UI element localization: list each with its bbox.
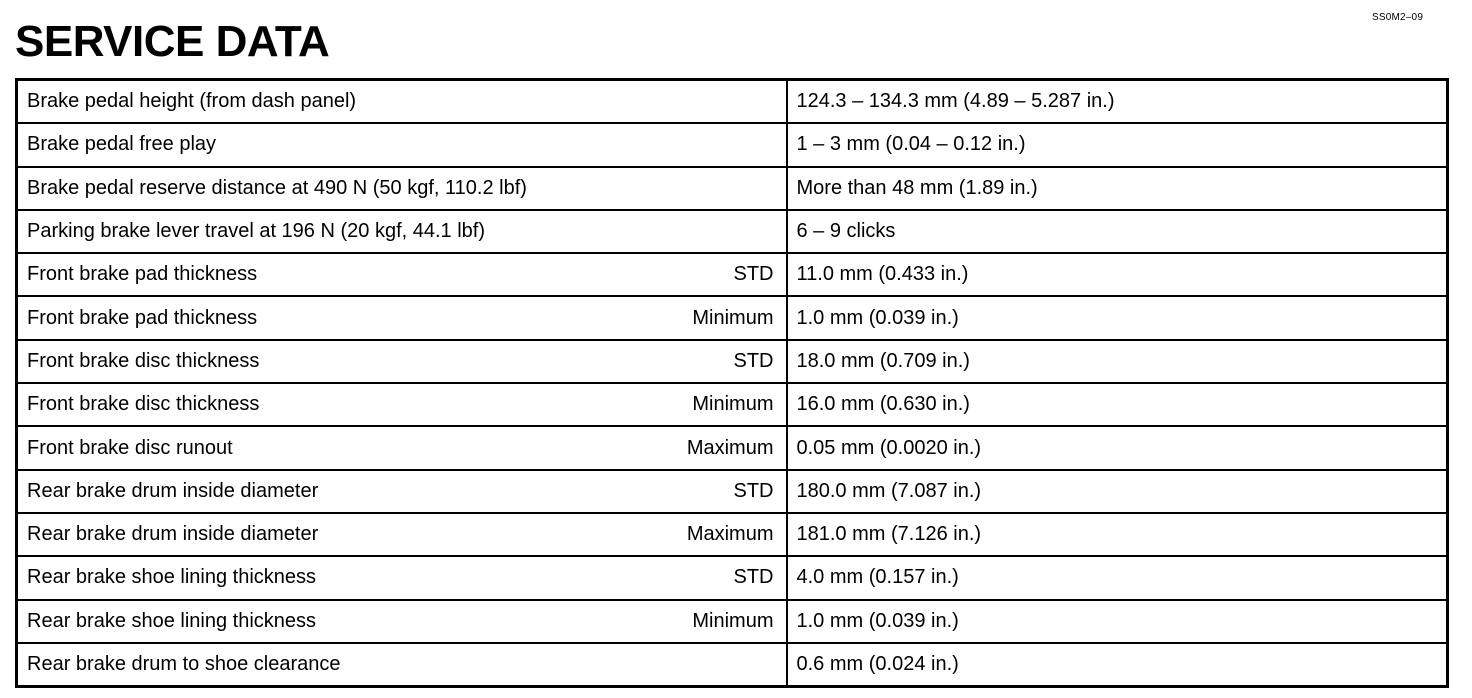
value-cell: 11.0 mm (0.433 in.) [787,253,1448,296]
service-data-table [15,78,1449,688]
item-label: Rear brake shoe lining thickness [27,566,317,589]
item-cell [17,383,787,426]
item-label: Rear brake drum to shoe clearance [27,653,341,675]
item-cell [17,600,787,643]
item-label: Brake pedal height (from dash panel) [27,90,357,113]
service-data-table-body [17,80,1448,687]
item-label: Front brake disc thickness [27,349,260,372]
value-cell: 124.3 – 134.3 mm (4.89 – 5.287 in.) [787,80,1448,124]
item-cell-content [27,90,774,113]
item-label: Front brake disc runout [27,436,233,459]
item-qualifier: STD [733,263,774,286]
table-row [17,600,1448,643]
document-code: SS0M2–09 [1372,12,1424,23]
value-cell: 4.0 mm (0.157 in.) [787,556,1448,599]
item-cell-content [27,263,774,286]
item-cell-content [27,523,774,546]
table-row [17,383,1448,426]
item-cell [17,210,787,253]
item-label: Front brake pad thickness [27,263,258,286]
item-label: Rear brake shoe lining thickness [27,609,317,632]
item-cell-content [27,133,774,156]
item-cell-content [27,653,774,676]
table-row [17,296,1448,339]
item-cell [17,643,787,687]
table-row [17,80,1448,124]
item-cell-content [27,177,774,200]
item-cell [17,513,787,556]
item-cell [17,470,787,513]
item-label: Rear brake drum inside diameter [27,479,319,502]
item-cell-content [27,307,774,330]
item-qualifier: Maximum [686,436,774,459]
item-cell [17,253,787,296]
value-cell: 1 – 3 mm (0.04 – 0.12 in.) [787,123,1448,166]
table-row [17,513,1448,556]
item-cell [17,340,787,383]
value-cell: 6 – 9 clicks [787,210,1448,253]
value-cell: 0.05 mm (0.0020 in.) [787,426,1448,469]
value-cell: 0.6 mm (0.024 in.) [796,653,959,675]
item-label: Front brake disc thickness [27,393,260,416]
item-cell [17,556,787,599]
table-row [17,470,1448,513]
table-row [17,556,1448,599]
table-row [17,210,1448,253]
item-label: Parking brake lever travel at 196 N (20 kgf, 44.1 lbf) [27,220,486,243]
table-row [17,253,1448,296]
item-cell [17,167,787,210]
table-row [17,123,1448,166]
item-cell-content [27,437,774,460]
value-cell: 1.0 mm (0.039 in.) [787,296,1448,339]
item-cell [17,123,787,166]
item-qualifier: Minimum [692,393,774,416]
value-cell: 181.0 mm (7.126 in.) [787,513,1448,556]
item-cell-content [27,393,774,416]
item-qualifier: Minimum [692,306,774,329]
value-cell: More than 48 mm (1.89 in.) [787,167,1448,210]
item-cell [17,296,787,339]
table-row [17,643,1448,687]
value-cell: 1.0 mm (0.039 in.) [787,600,1448,643]
item-label: Rear brake drum inside diameter [27,523,319,546]
item-qualifier: STD [733,349,774,372]
item-qualifier: STD [733,479,774,502]
page-title: SERVICE DATA [15,17,330,66]
item-cell-content [27,350,774,373]
item-cell [17,80,787,124]
value-cell: 180.0 mm (7.087 in.) [787,470,1448,513]
item-label: Brake pedal reserve distance at 490 N (50 kgf, 110.2 lbf) [27,176,527,199]
item-qualifier: Maximum [686,523,774,546]
item-label: Front brake pad thickness [27,306,258,329]
item-qualifier: STD [733,566,774,589]
item-qualifier: Minimum [692,609,774,632]
table-row [17,340,1448,383]
item-cell [17,426,787,469]
item-label: Brake pedal free play [27,133,217,156]
item-cell-content [27,220,774,243]
table-row [17,167,1448,210]
value-cell: 16.0 mm (0.630 in.) [787,383,1448,426]
item-cell-content [27,610,774,633]
item-cell-content [27,566,774,589]
value-cell: 18.0 mm (0.709 in.) [787,340,1448,383]
item-cell-content [27,480,774,503]
table-row [17,426,1448,469]
